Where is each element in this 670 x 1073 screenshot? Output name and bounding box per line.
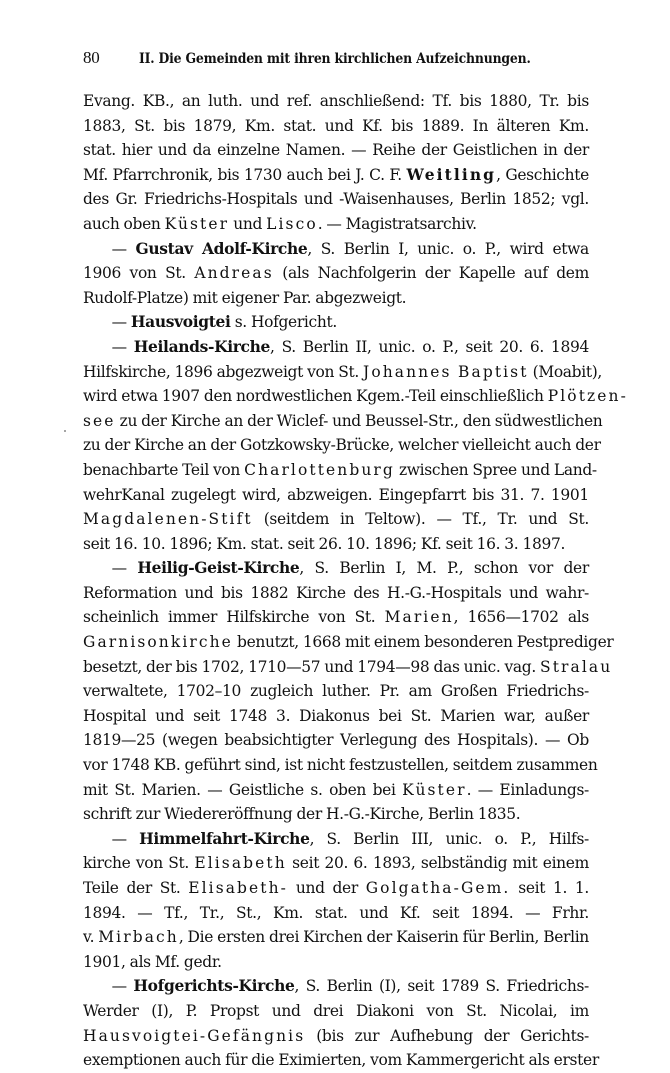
running-title: II. Die Gemeinden mit ihren kirchlichen Aufzeichnungen. [139,51,531,67]
entry-title: Himmelfahrt-Kirche [139,828,310,848]
text-line: mit St. Marien. — Geistliche s. oben bei Küster. — Einladungs- [83,779,589,799]
entry-title: Heilands-Kirche [133,336,271,356]
text-line: 1906 von St. Andreas (als Nachfolgerin der Kapelle auf dem [83,263,589,283]
page-number: 80 [83,48,100,67]
author-name: Lisco [266,213,318,233]
text-line: zu der Kirche an der Gotzkowsky-Brücke, welcher vielleicht auch der [83,435,601,455]
text-line: Reformation und bis 1882 Kirche des H.-G.-Hospitals und wahr- [83,582,589,602]
text-line: scheinlich immer Hilfskirche von St. Marien, 1656—1702 als [83,607,589,627]
text-line: benachbarte Teil von Charlottenburg zwischen Spree und Land- [83,459,597,479]
text-line: besetzt, der bis 1702, 1710—57 und 1794—98 das unic. vag. Stralau [83,656,613,676]
text-line: Hospital und seit 1748 3. Diakonus bei St. Marien war, außer [83,705,589,725]
entry-heading-line: — Heilig-Geist-Kirche, S. Berlin I, M. P., schon vor der [111,558,589,578]
text-line: verwaltete, 1702–10 zugleich luther. Pr. am Großen Friedrichs- [83,681,589,701]
text-line: Hilfskirche, 1896 abgezweigt von St. Johannes Baptist (Moabit), [83,361,603,381]
text-line: exemptionen auch für die Eximierten, vom Kammergericht als erster [83,1050,599,1070]
text-line: stat. hier und da einzelne Namen. — Reihe der Geistlichen in der [83,140,589,160]
entry-title: Hausvoigtei [130,312,231,332]
text-line: Werder (I), P. Propst und drei Diakoni von St. Nicolai, im [83,1000,589,1020]
text-line: Evang. KB., an luth. und ref. anschließend: Tf. bis 1880, Tr. bis [83,91,589,110]
entry-heading-line: — Gustav Adolf-Kirche, S. Berlin I, unic. o. P., wird etwa [111,238,589,258]
entry-heading-line: — Hausvoigtei s. Hofgericht. [111,312,337,332]
text-line: kirche von St. Elisabeth seit 20. 6. 1893, selbständig mit einem [83,853,589,873]
text-line: vor 1748 KB. geführt sind, ist nicht festzustellen, seitdem zusammen [83,755,598,775]
entry-title: Hofgerichts-Kirche [133,976,295,996]
text-line: 1901, als Mf. gedr. [83,951,222,971]
text-line: Rudolf-Platze) mit eigener Par. abgezweigt. [83,287,407,307]
text-line: wird etwa 1907 den nordwestlichen Kgem.-Teil einschließlich Plötzen- [83,386,628,406]
text-line: 1894. — Tf., Tr., St., Km. stat. und Kf. seit 1894. — Frhr. [83,902,589,922]
text-line: see zu der Kirche an der Wiclef- und Beussel-Str., den südwestlichen [83,410,603,430]
text-line: 1819—25 (wegen beabsichtigter Verlegung des Hospitals). — Ob [83,730,589,750]
text-line: auch oben Küster und Lisco. — Magistratsarchiv. [83,213,477,233]
book-page [83,48,628,1073]
author-name: Mirbach [98,927,179,947]
entry-title: Gustav Adolf-Kirche [135,238,308,258]
text-line: schrift zur Wiedereröffnung der H.-G.-Kirche, Berlin 1835. [83,804,521,824]
text-line: v. Mirbach, Die ersten drei Kirchen der Kaiserin für Berlin, Berlin [83,927,589,947]
text-line: des Gr. Friedrichs-Hospitals und -Waisenhauses, Berlin 1852; vgl. [83,189,589,209]
text-line: Mf. Pfarrchronik, bis 1730 auch bei J. C. F. Weitling, Geschichte [83,164,589,184]
text-line: seit 16. 10. 1896; Km. stat. seit 26. 10. 1896; Kf. seit 16. 3. 1897. [83,533,566,553]
scan-speck [64,430,66,432]
text-line: Garnisonkirche benutzt, 1668 mit einem besonderen Pestprediger [83,632,614,652]
body-text [83,89,628,1073]
entry-heading-line: — Hofgerichts-Kirche, S. Berlin (I), seit 1789 S. Friedrichs- [111,976,589,996]
text-line: Hausvoigtei-Gefängnis (bis zur Aufhebung der Gerichts- [83,1025,589,1045]
entry-heading-line: — Himmelfahrt-Kirche, S. Berlin III, unic. o. P., Hilfs- [111,828,589,848]
entry-title: Heilig-Geist-Kirche [137,558,300,578]
text-line: Teile der St. Elisabeth- und der Golgatha-Gem. seit 1. 1. [83,878,589,897]
text-line: Magdalenen-Stift (seitdem in Teltow). — Tf., Tr. und St. [83,509,589,529]
author-name: Weitling [406,164,497,184]
running-header [83,48,589,76]
text-line: 1883, St. bis 1879, Km. stat. und Kf. bis 1889. In älteren Km. [83,115,589,135]
entry-heading-line: — Heilands-Kirche, S. Berlin II, unic. o. P., seit 20. 6. 1894 [111,336,589,356]
text-line: wehrKanal zugelegt wird, abzweigen. Eingepfarrt bis 31. 7. 1901 [83,484,589,504]
author-name: Küster [164,213,230,233]
